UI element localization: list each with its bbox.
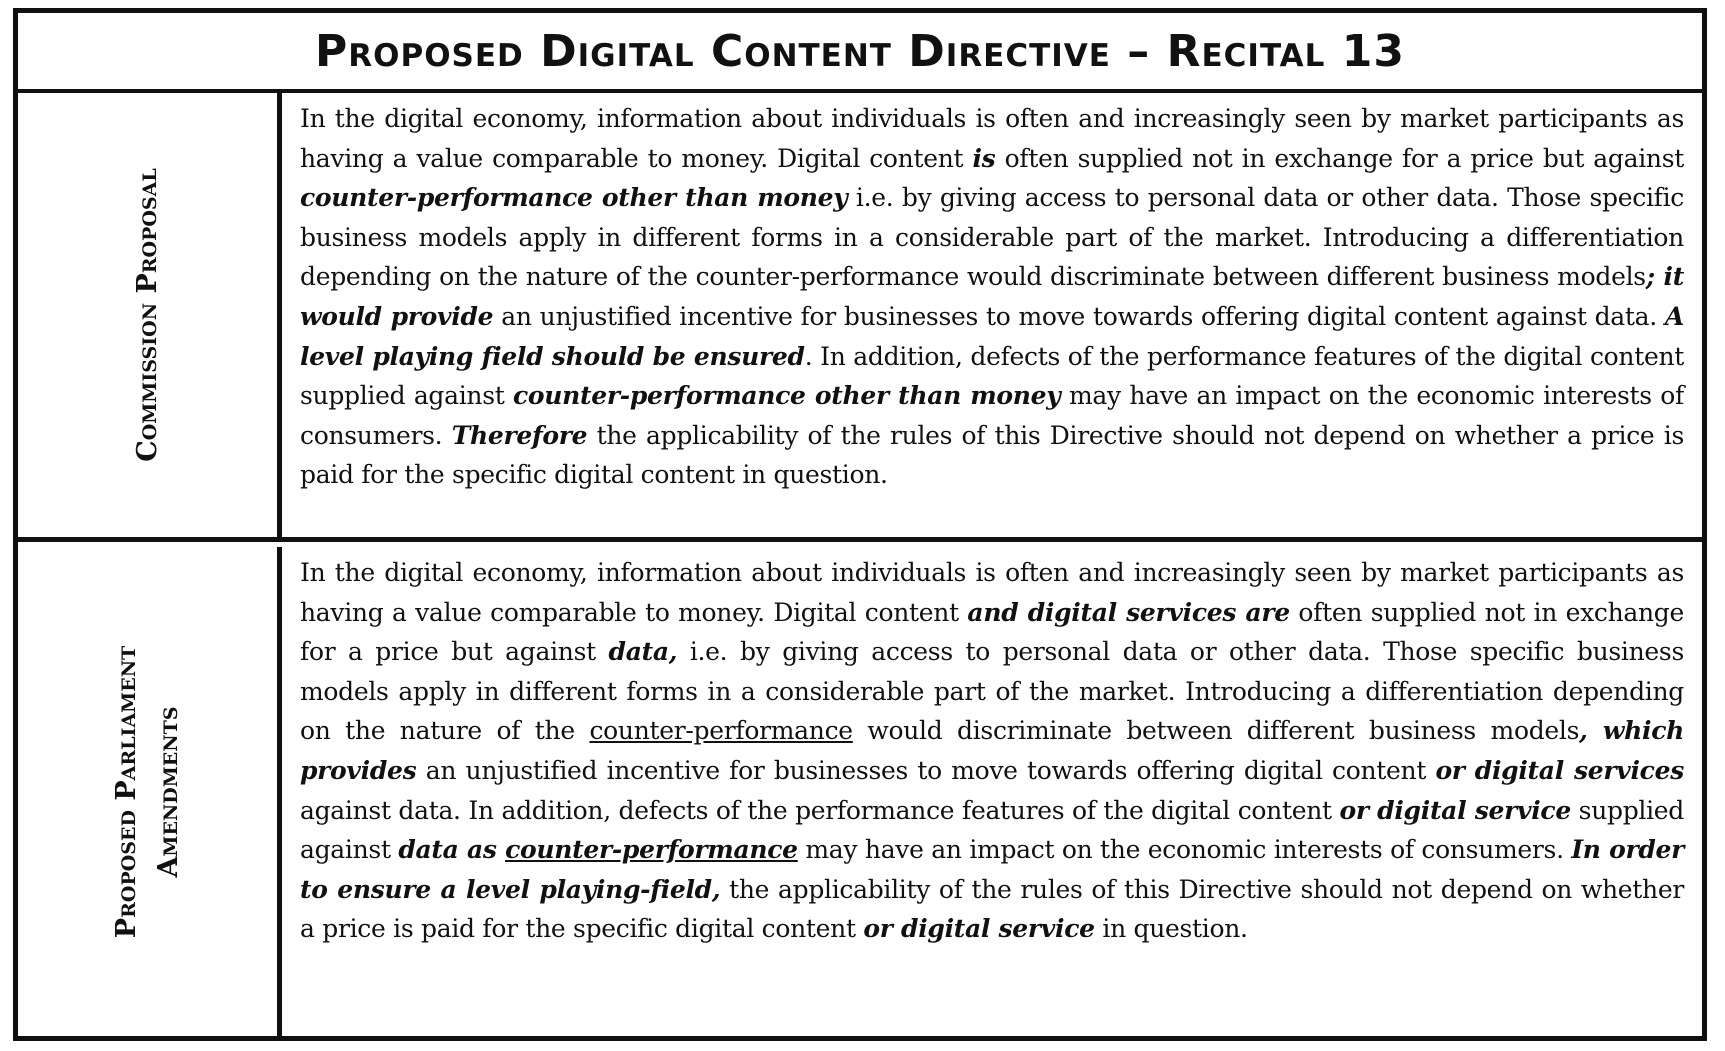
text-run: . In addition, defects of the performance features of the digital content supplied against	[300, 341, 1684, 411]
parliament-amendments-text	[300, 553, 1684, 949]
row-label-cell	[18, 93, 282, 537]
text-run: often supplied not in exchange for a price but against	[300, 597, 1684, 667]
text-run: In the digital economy, information about individuals is often and increasingly seen by market participants as having a value comparable to money. Digital content	[300, 104, 1684, 173]
emphasized-text: data,	[608, 637, 678, 667]
emphasized-text: , which provides	[300, 716, 1684, 785]
text-run: often supplied not in exchange for a price but against	[995, 143, 1684, 173]
title-bar	[18, 13, 1702, 93]
commission-proposal-text	[300, 99, 1684, 495]
text-run: the applicability of the rules of this Directive should not depend on whether a price is paid for the specific digital content in question.	[300, 420, 1684, 490]
emphasized-text: counter-performance other than money	[513, 381, 1061, 411]
commission-proposal-row	[18, 93, 1702, 542]
text-run: against data. In addition, defects of the performance features of the digital content	[300, 795, 1340, 825]
recital-table	[13, 8, 1707, 1041]
text-run: an unjustified incentive for businesses to move towards offering digital content	[416, 755, 1436, 785]
emphasized-text: counter-performance other than money	[300, 183, 848, 213]
text-run: an unjustified incentive for businesses to move towards offering digital content against data.	[493, 301, 1665, 331]
emphasized-text: and digital services are	[967, 597, 1290, 627]
text-run: i.e. by giving access to personal data or other data. Those specific business models apply in different forms in a considerable part of the market. Introducing a differentiation depending on the nature of the	[300, 637, 1684, 746]
text-run: would discriminate between different business models	[852, 716, 1580, 746]
emphasized-text: A level playing field should be ensured	[300, 301, 1685, 371]
emphasized-text: Therefore	[451, 420, 588, 450]
emphasized-text: ; it would provide	[300, 262, 1684, 331]
row-label-parliament-amendments	[106, 645, 190, 937]
text-run: may have an impact on the economic interests of consumers.	[797, 835, 1572, 865]
emphasized-text: In order to ensure a level playing-field,	[300, 835, 1684, 904]
text-run: may have an impact on the economic interests of consumers.	[300, 381, 1685, 450]
underlined-text: counter-performance	[589, 716, 853, 746]
emphasized-underlined-text: counter-performance	[505, 835, 798, 865]
emphasized-text: or digital services	[1435, 755, 1684, 785]
text-run: the applicability of the rules of this Directive should not depend on whether a price is paid for the specific digital content	[300, 874, 1684, 944]
text-run: supplied against	[300, 795, 1685, 865]
row-label-line-1: Proposed Parliament	[110, 645, 142, 938]
emphasized-text: is	[972, 143, 996, 173]
text-run: In the digital economy, information about individuals is often and increasingly seen by market participants as having a value comparable to money. Digital content	[300, 558, 1684, 627]
row-label-commission-proposal: Commission Proposal	[131, 168, 163, 462]
text-run: in question.	[1094, 914, 1248, 944]
emphasized-text: or digital service	[863, 914, 1095, 944]
parliament-amendments-row	[18, 547, 1702, 1036]
emphasized-text: or digital service	[1339, 795, 1571, 825]
row-label-cell	[18, 547, 282, 1036]
row-text-cell	[282, 93, 1702, 537]
row-label-line-2: Amendments	[152, 705, 184, 878]
row-text-cell	[282, 547, 1702, 1036]
table-title: Proposed Digital Content Directive – Recital 13	[315, 25, 1405, 77]
emphasized-text: data as	[398, 835, 506, 865]
text-run: i.e. by giving access to personal data or other data. Those specific business models apply in different forms in a considerable part of the market. Introducing a differentiation depending on the nature of the counter-performance would discriminate between different business models	[300, 183, 1684, 292]
